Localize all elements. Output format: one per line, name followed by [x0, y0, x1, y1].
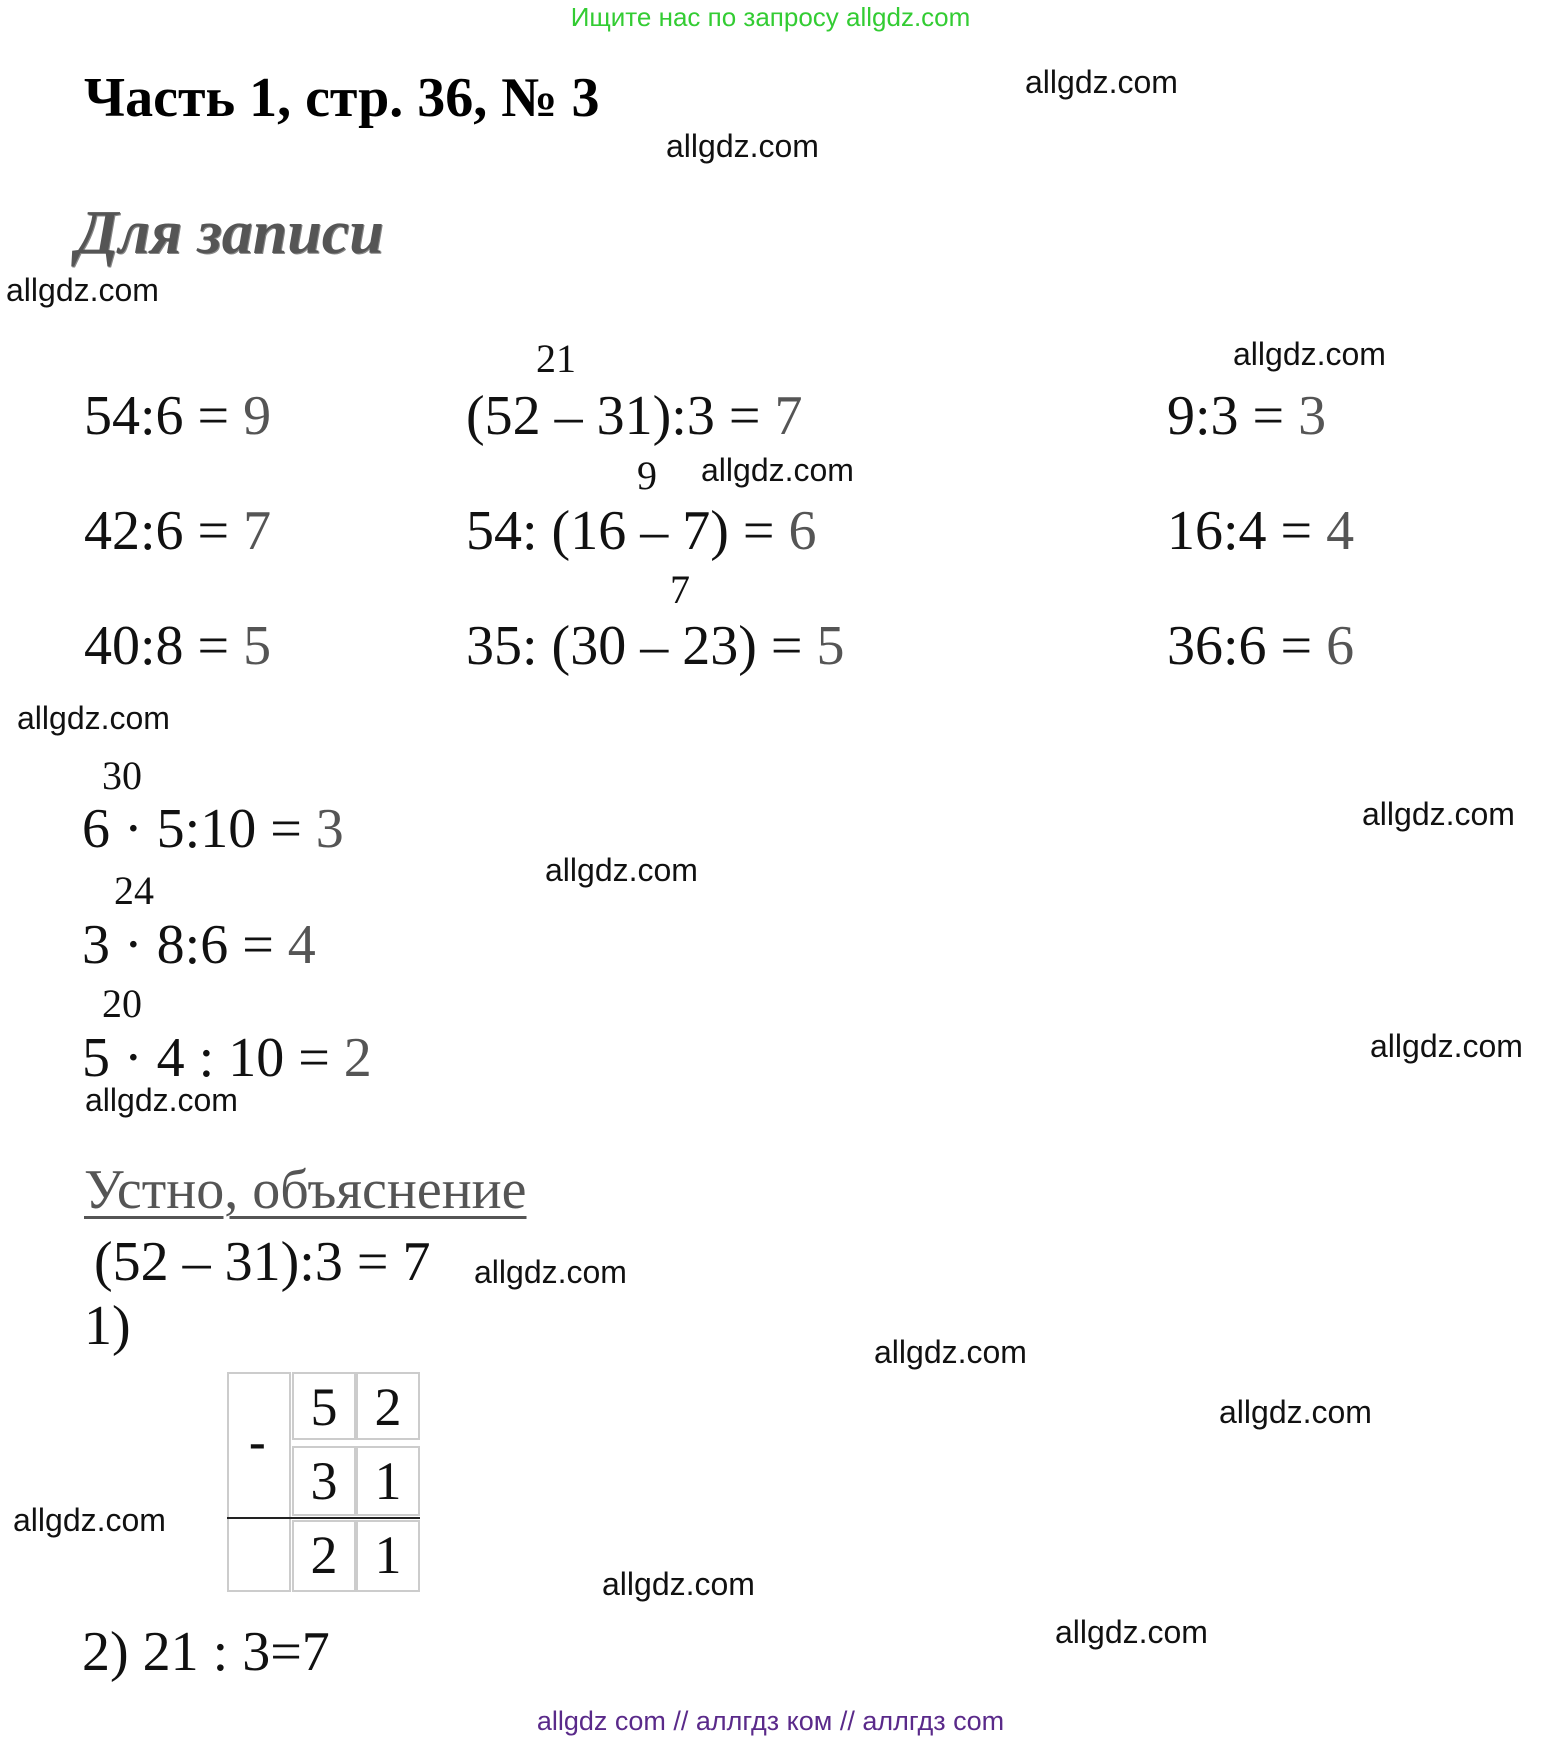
result-line [227, 1517, 420, 1519]
digit-cell: 2 [356, 1372, 420, 1440]
equation-expression: (52 – 31):3 = [466, 385, 775, 447]
digit-cell: 1 [356, 1520, 420, 1592]
equation-answer: 2 [343, 1027, 372, 1089]
watermark: allgdz.com [85, 1082, 238, 1118]
intermediate-result-note: 21 [536, 336, 576, 381]
equation-expression: 42:6 = [84, 500, 244, 562]
digit-cell: 2 [292, 1520, 356, 1592]
equation-col4-row2 [82, 913, 316, 977]
equation-expression: 54: (16 – 7) = [466, 500, 789, 562]
watermark: allgdz.com [701, 452, 854, 488]
watermark: allgdz.com [1233, 336, 1386, 372]
watermark: allgdz.com [17, 700, 170, 736]
equation-expression: 35: (30 – 23) = [466, 615, 817, 677]
sign-cell [227, 1372, 291, 1592]
equation-col1-row2 [84, 499, 271, 563]
intermediate-result-note: 9 [637, 453, 657, 498]
watermark: allgdz.com [6, 272, 159, 308]
digit-cell: 1 [356, 1446, 420, 1516]
watermark: allgdz.com [666, 128, 819, 164]
watermark: allgdz.com [545, 852, 698, 888]
watermark: allgdz.com [1025, 64, 1178, 100]
watermark: allgdz.com [1055, 1614, 1208, 1650]
step-2: 2) 21 : 3=7 [82, 1621, 330, 1683]
watermark: allgdz.com [602, 1566, 755, 1602]
watermark: allgdz.com [1362, 796, 1515, 832]
equation-answer: 9 [243, 385, 272, 447]
watermark: allgdz.com [874, 1334, 1027, 1370]
equation-col2-row3 [466, 614, 844, 678]
equation-col1-row1 [84, 384, 271, 448]
top-banner: Ищите нас по запросу allgdz.com [570, 2, 971, 32]
watermark: allgdz.com [1370, 1028, 1523, 1064]
equation-col3-row2 [1167, 499, 1354, 563]
equation-answer: 7 [243, 500, 272, 562]
intermediate-result-note: 7 [670, 567, 690, 612]
bottom-banner: allgdz com // аллгдз ком // аллгдз com [536, 1706, 1005, 1736]
equation-col4-row3 [82, 1026, 372, 1090]
section-heading-oral-explanation: Устно, объяснение [84, 1159, 527, 1221]
equation-col3-row3 [1167, 614, 1354, 678]
equation-col4-row1 [82, 797, 344, 861]
equation-answer: 6 [788, 500, 817, 562]
minus-sign: - [249, 1413, 266, 1469]
oral-expression: (52 – 31):3 = 7 [94, 1231, 431, 1293]
equation-expression: 6 · 5:10 = [82, 798, 316, 860]
equation-answer: 6 [1326, 615, 1355, 677]
watermark: allgdz.com [1219, 1394, 1372, 1430]
equation-answer: 3 [315, 798, 344, 860]
intermediate-result-note: 24 [114, 868, 154, 913]
watermark: allgdz.com [474, 1254, 627, 1290]
equation-expression: 54:6 = [84, 385, 244, 447]
equation-expression: 16:4 = [1167, 500, 1327, 562]
equation-answer: 4 [287, 914, 316, 976]
equation-answer: 5 [243, 615, 272, 677]
intermediate-result-note: 30 [102, 753, 142, 798]
equation-answer: 4 [1326, 500, 1355, 562]
equation-col1-row3 [84, 614, 271, 678]
digit-cell: 3 [292, 1446, 356, 1516]
section-heading-for-writing: Для записи [76, 199, 384, 267]
equation-answer: 3 [1298, 385, 1327, 447]
step-1-label: 1) [84, 1295, 131, 1357]
equation-expression: 40:8 = [84, 615, 244, 677]
equation-expression: 36:6 = [1167, 615, 1327, 677]
equation-col2-row1 [466, 384, 802, 448]
equation-expression: 9:3 = [1167, 385, 1299, 447]
watermark: allgdz.com [13, 1502, 166, 1538]
intermediate-result-note: 20 [102, 981, 142, 1026]
equation-expression: 5 · 4 : 10 = [82, 1027, 344, 1089]
page-title: Часть 1, стр. 36, № 3 [84, 67, 600, 129]
equation-answer: 5 [816, 615, 845, 677]
equation-col2-row2 [466, 499, 816, 563]
equation-answer: 7 [774, 385, 803, 447]
digit-cell: 5 [292, 1372, 356, 1440]
equation-col3-row1 [1167, 384, 1326, 448]
equation-expression: 3 · 8:6 = [82, 914, 288, 976]
